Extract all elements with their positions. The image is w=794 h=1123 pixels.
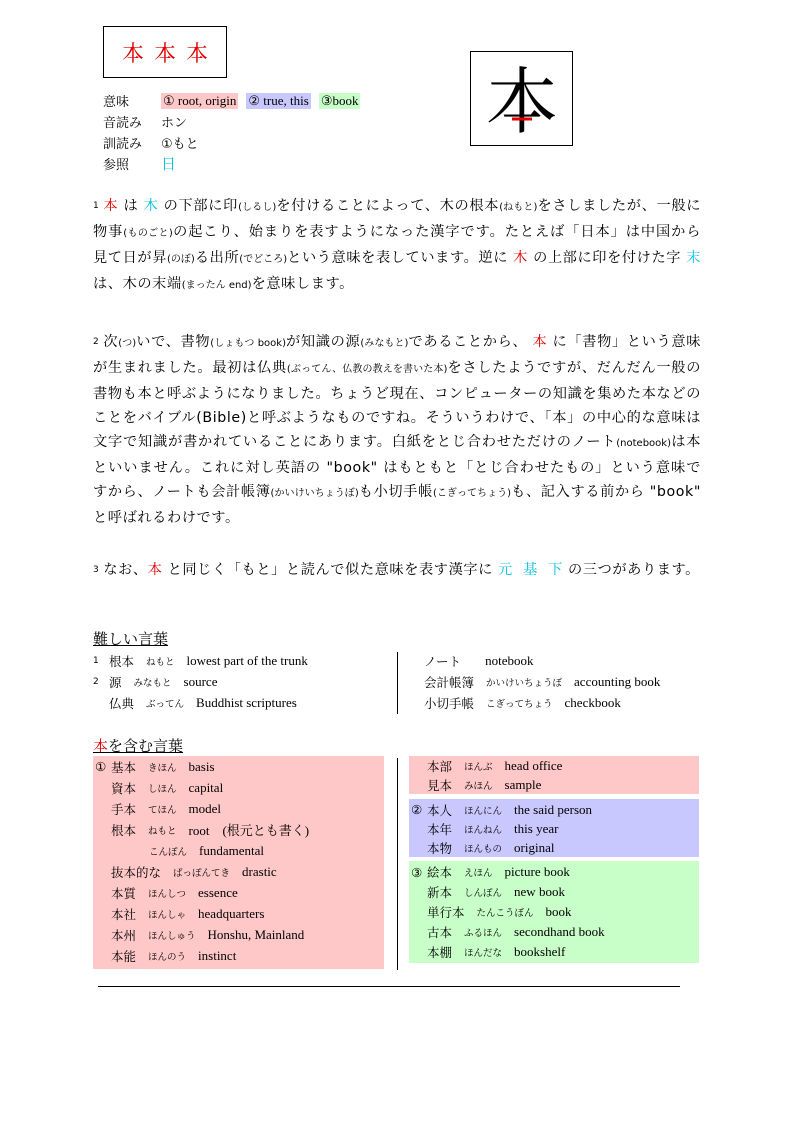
kanji-ki-red: 木 <box>513 250 528 266</box>
reading: (つ) <box>118 338 137 349</box>
big-kanji-box <box>470 51 573 146</box>
difficult-words-right <box>424 650 714 713</box>
word: 新本 <box>427 885 453 900</box>
list-item <box>411 756 699 775</box>
kanji-hon: 本 <box>532 334 548 350</box>
paragraph-1 <box>93 194 701 298</box>
title-char-2: 本 <box>153 41 176 67</box>
onyomi-label: 音読み <box>103 116 143 131</box>
text: の上部に印を付けた字 <box>527 250 687 266</box>
group-true <box>409 799 699 857</box>
reading: (のぼ) <box>167 254 195 265</box>
reading: たんこうぼん <box>476 908 534 919</box>
kanji-ki-base-link[interactable]: 基 <box>523 562 538 578</box>
reading: こんぽん <box>149 846 188 858</box>
text: であることから、 <box>408 334 533 350</box>
reading: ほんぶ <box>464 761 493 773</box>
reading: みなもと <box>133 677 172 689</box>
list-item <box>411 902 699 922</box>
para1-number: 1 <box>93 201 100 211</box>
text: を付けることによって、木の根本 <box>276 198 500 214</box>
text: という意味を表しています。逆に <box>287 250 514 266</box>
word: 本部 <box>427 758 453 774</box>
list-item <box>95 756 384 777</box>
word: 単行本 <box>427 905 465 920</box>
meaning-row <box>103 90 360 111</box>
english: drastic <box>242 863 277 879</box>
word: 本棚 <box>427 945 453 960</box>
list-item <box>424 671 714 692</box>
word: 基本 <box>111 759 137 775</box>
word: 小切手帳 <box>424 695 475 711</box>
text: の起こり、始まりを表すようになった漢字です。たとえば「日本」は中国から見て日が昇 <box>93 224 701 266</box>
list-item <box>95 819 384 840</box>
english: original <box>514 839 555 855</box>
reading: (しょもつ book) <box>210 338 286 349</box>
list-item <box>95 798 384 819</box>
english: headquarters <box>198 905 265 921</box>
item-number: 1 <box>93 655 99 666</box>
word: 仏典 <box>109 695 135 711</box>
kanji-hon: 本 <box>147 562 163 578</box>
list-item <box>411 882 699 902</box>
reading: (まったん end) <box>181 280 252 291</box>
big-kanji-char: 本 <box>485 59 558 139</box>
reading: (notebook) <box>616 438 671 449</box>
list-item <box>95 924 384 945</box>
difficult-words-title: 難しい言葉 <box>93 630 169 648</box>
english: picture book <box>504 864 570 879</box>
reading: ねもと <box>148 825 177 837</box>
list-item <box>411 942 699 962</box>
word: 手本 <box>111 801 137 817</box>
english: lowest part of the trunk <box>186 652 308 668</box>
text: の三つがあります。 <box>562 562 700 578</box>
list-item <box>424 692 714 713</box>
english: book <box>545 904 572 919</box>
reading: (こぎってちょう) <box>432 488 512 499</box>
text: は本といいません。これに対し英語の "book" はもともと「とじ合わせたもの」という意味ですから、ノートも会計帳簿 <box>93 434 701 500</box>
text: いで、書物 <box>136 334 211 350</box>
word: 本年 <box>427 821 453 837</box>
english: head office <box>504 757 563 773</box>
english: essence <box>198 884 238 900</box>
reading: ねもと <box>146 656 175 668</box>
list-item <box>95 777 384 798</box>
word: 会計帳簿 <box>424 674 475 690</box>
title-char-1: 本 <box>121 41 144 67</box>
divider <box>397 758 398 970</box>
meaning-3: ③book <box>320 92 359 108</box>
footer-rule <box>98 986 680 987</box>
item-number: 2 <box>93 676 99 687</box>
title-text: を含む言葉 <box>108 737 184 755</box>
meaning-2: ② true, this <box>248 92 309 108</box>
reading: てほん <box>148 804 177 816</box>
word: 見本 <box>427 777 453 793</box>
reading: きほん <box>148 762 177 774</box>
reading: ほんしゃ <box>148 909 187 921</box>
text: と同じく「もと」と読んで似た意味を表す漢字に <box>162 562 499 578</box>
reading: ほんにん <box>464 805 503 817</box>
text: をさしたようですが、だんだん一般の書物も本と呼ぶようになりました。ちょうど現在、コンピューターの知識を集めた本などのことをバイブル(Bible)と呼ぶようなものですね。そういうわけで、「本」の中心的な意味は文字で知識が書かれていることにあります。白紙をとじ合わせただけのノート <box>93 360 701 450</box>
list-item <box>411 775 699 794</box>
text: に「書物」という意味が生まれました。最初は仏典 <box>93 334 701 376</box>
list-item <box>424 650 714 671</box>
para3-number: 3 <box>93 565 100 575</box>
word: 古本 <box>427 925 453 940</box>
english: basis <box>188 758 215 774</box>
list-item <box>411 862 699 882</box>
english: model <box>188 800 222 816</box>
divider <box>397 652 398 714</box>
reading: みほん <box>464 780 493 792</box>
reading: ほんねん <box>464 824 503 836</box>
text: が知識の源 <box>285 334 361 350</box>
word: 抜本的な <box>111 864 162 880</box>
onyomi-row <box>103 111 360 132</box>
word: 根本 <box>111 822 137 838</box>
paragraph-3 <box>93 558 701 582</box>
list-item <box>93 692 393 713</box>
title-char-3: 本 <box>186 41 209 67</box>
word: 本州 <box>111 927 137 943</box>
kunyomi-label: 訓読み <box>103 137 143 152</box>
reference-label: 参照 <box>103 158 130 173</box>
text: を意味します。 <box>251 276 354 292</box>
title-box <box>103 26 227 78</box>
english: notebook <box>485 652 534 668</box>
title-kanji: 本 <box>93 737 109 755</box>
text: は <box>118 198 144 214</box>
list-item <box>95 903 384 924</box>
kunyomi-row <box>103 132 360 153</box>
reading: かいけいちょうぼ <box>486 677 563 689</box>
english: instinct <box>198 947 237 963</box>
reading: こぎってちょう <box>486 698 553 710</box>
reading: ほんしゅう <box>148 930 196 942</box>
group-book <box>409 861 699 963</box>
list-item <box>411 922 699 942</box>
paragraph-2 <box>93 330 701 530</box>
english: fundamental <box>199 842 264 858</box>
text: は、木の末端 <box>93 276 182 292</box>
reading: (ぶってん、仏教の教えを書いた本) <box>286 364 448 375</box>
list-item <box>95 840 384 861</box>
list-item <box>95 882 384 903</box>
english: checkbook <box>564 694 621 710</box>
list-item <box>95 945 384 966</box>
reference-row <box>103 153 360 174</box>
kanji-shita-link[interactable]: 下 <box>548 562 563 578</box>
english: sample <box>504 776 542 792</box>
reading: ほんもの <box>464 843 503 855</box>
word: 源 <box>109 674 122 690</box>
english: capital <box>188 779 224 795</box>
reading: しんぽん <box>464 888 503 899</box>
text: なお、 <box>103 562 148 578</box>
english: this year <box>514 820 559 836</box>
english: secondhand book <box>514 924 605 939</box>
text: も小切手帳 <box>358 484 433 500</box>
word: 本人 <box>427 802 453 818</box>
kanji-matsu[interactable]: 末 <box>686 250 701 266</box>
list-item <box>95 861 384 882</box>
list-item <box>411 800 699 819</box>
english: source <box>183 673 218 689</box>
english: Buddhist scriptures <box>196 694 297 710</box>
reading: (かいけいちょうぼ) <box>270 488 359 499</box>
containing-words-right <box>409 756 699 963</box>
text: も、記入する前から "book" と呼ばれるわけです。 <box>93 484 701 526</box>
reading: (ねもと) <box>499 202 538 213</box>
word: 根本 <box>109 653 135 669</box>
english: bookshelf <box>514 944 566 959</box>
text: をさしましたが、一般に物事 <box>93 198 701 240</box>
english: root (根元とも書く) <box>188 823 310 838</box>
kanji-moto-link[interactable]: 元 <box>498 562 513 578</box>
para2-number: 2 <box>93 337 100 347</box>
group-root <box>409 756 699 794</box>
word: 本社 <box>111 906 137 922</box>
reference-link[interactable]: 日 <box>161 155 177 173</box>
english: Honshu, Mainland <box>207 926 305 942</box>
word: 本質 <box>111 885 137 901</box>
containing-words-title <box>93 735 183 756</box>
word: 本物 <box>427 840 453 856</box>
list-item <box>411 819 699 838</box>
reading: ふるほん <box>464 928 503 939</box>
meaning-1: ① root, origin <box>163 92 237 108</box>
group-mark: ③ <box>411 864 423 880</box>
reading: (でどころ) <box>239 254 288 265</box>
word: 本能 <box>111 948 137 964</box>
reading: えほん <box>464 868 493 879</box>
text: の下部に印 <box>158 198 239 214</box>
kanji-ki[interactable]: 木 <box>143 198 159 214</box>
word: ノート <box>424 653 462 669</box>
reading: ほんしつ <box>148 888 187 900</box>
reading: ぶってん <box>146 698 185 710</box>
reading: (しるし) <box>238 202 277 213</box>
reading: ばっぽんてき <box>173 867 231 879</box>
reading: しほん <box>148 783 177 795</box>
kunyomi-value: ①もと <box>161 137 199 152</box>
english: new book <box>514 884 565 899</box>
reading: (みなもと) <box>360 338 409 349</box>
big-kanji-illustration <box>482 59 562 139</box>
text: 次 <box>103 334 119 350</box>
reading: (ものごと) <box>123 228 173 239</box>
kanji-info <box>103 90 360 174</box>
onyomi-value: ホン <box>161 116 188 131</box>
word: 資本 <box>111 780 137 796</box>
english: the said person <box>514 801 593 817</box>
group-mark: ① <box>95 759 107 774</box>
list-item <box>93 671 393 692</box>
reading: ほんだな <box>464 948 503 959</box>
word: 絵本 <box>427 865 453 880</box>
kanji-hon: 本 <box>103 198 119 214</box>
containing-words-left <box>93 756 384 969</box>
english: accounting book <box>574 673 661 689</box>
list-item <box>93 650 393 671</box>
reading: ほんのう <box>148 951 187 963</box>
group-mark: ② <box>411 802 423 817</box>
list-item <box>411 838 699 857</box>
difficult-words-left <box>93 650 393 713</box>
meaning-label: 意味 <box>103 95 130 110</box>
text: る出所 <box>194 250 240 266</box>
